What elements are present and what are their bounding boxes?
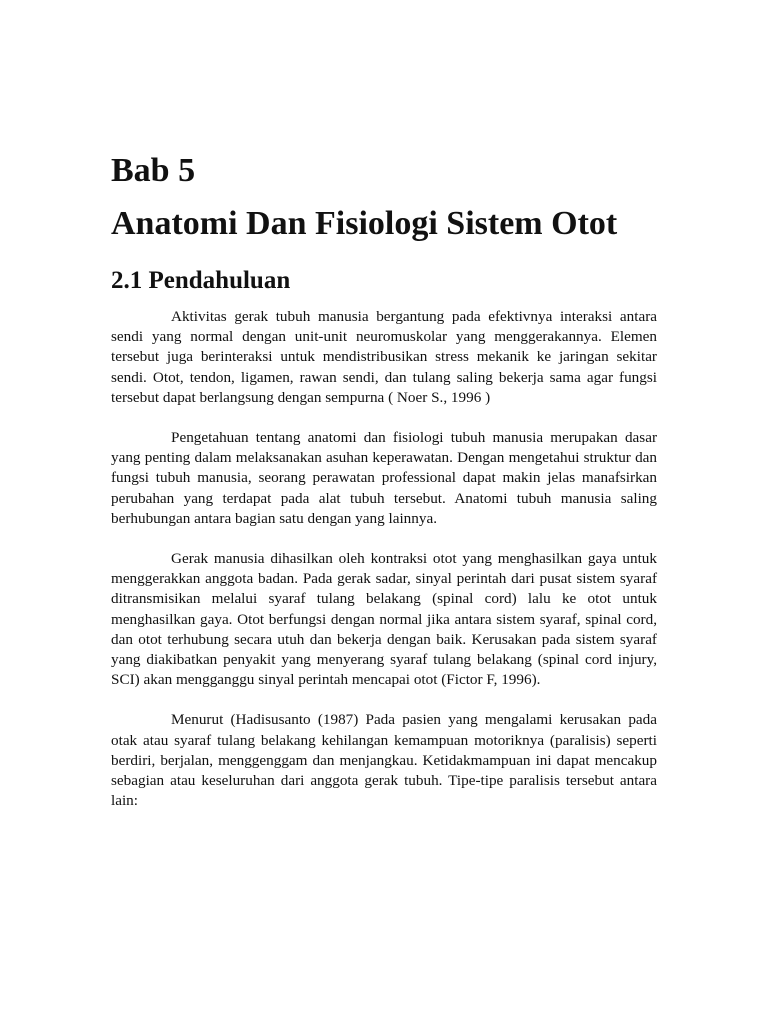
- paragraph: Gerak manusia dihasilkan oleh kontraksi otot yang menghasilkan gaya untuk menggerakkan anggota badan. Pada gerak sadar, sinyal perintah dari pusat sistem syaraf ditransmisikan melalui syaraf tulang belakang (spinal cord) lalu ke otot untuk menghasilkan gaya. Otot berfungsi dengan normal jika antara sistem syaraf, spinal cord, dan otot terhubung secara utuh dan bekerja dengan baik. Kerusakan pada sistem syaraf yang diakibatkan penyakit yang menyerang syaraf tulang belakang (spinal cord injury, SCI) akan mengganggu sinyal perintah mencapai otot (Fictor F, 1996).: [111, 550, 657, 689]
- paragraph: Aktivitas gerak tubuh manusia bergantung pada efektivnya interaksi antara sendi yang normal dengan unit-unit neuromuskolar yang menggerakannya. Elemen tersebut juga berinteraksi untuk mendistribusikan stress mekanik ke jaringan sekitar sendi. Otot, tendon, ligamen, rawan sendi, dan tulang saling bekerja sama agar fungsi tersebut dapat berlangsung dengan sempurna ( Noer S., 1996 ): [111, 308, 657, 406]
- paragraph: Menurut (Hadisusanto (1987) Pada pasien yang mengalami kerusakan pada otak atau syaraf tulang belakang kehilangan kemampuan motoriknya (paralisis) seperti berdiri, berjalan, menggenggam dan menjangkau. Ketidakmampuan ini dapat mencakup sebagian atau keseluruhan dari anggota gerak tubuh. Tipe-tipe paralisis tersebut antara lain:: [111, 711, 657, 810]
- paragraph: Pengetahuan tentang anatomi dan fisiologi tubuh manusia merupakan dasar yang penting dalam melaksanakan asuhan keperawatan. Dengan mengetahui struktur dan fungsi tubuh manusia, seorang perawatan professional dapat makin jelas manafsirkan perubahan yang terdapat pada alat tubuh tersebut. Anatomi tubuh manusia saling berhubungan antara bagian satu dengan yang lainnya.: [111, 429, 657, 527]
- body-text: [111, 307, 657, 811]
- section-heading: 2.1 Pendahuluan: [111, 267, 291, 294]
- document-page: [111, 150, 657, 831]
- chapter-title: Anatomi Dan Fisiologi Sistem Otot: [111, 205, 618, 242]
- chapter-label: Bab 5: [111, 152, 196, 189]
